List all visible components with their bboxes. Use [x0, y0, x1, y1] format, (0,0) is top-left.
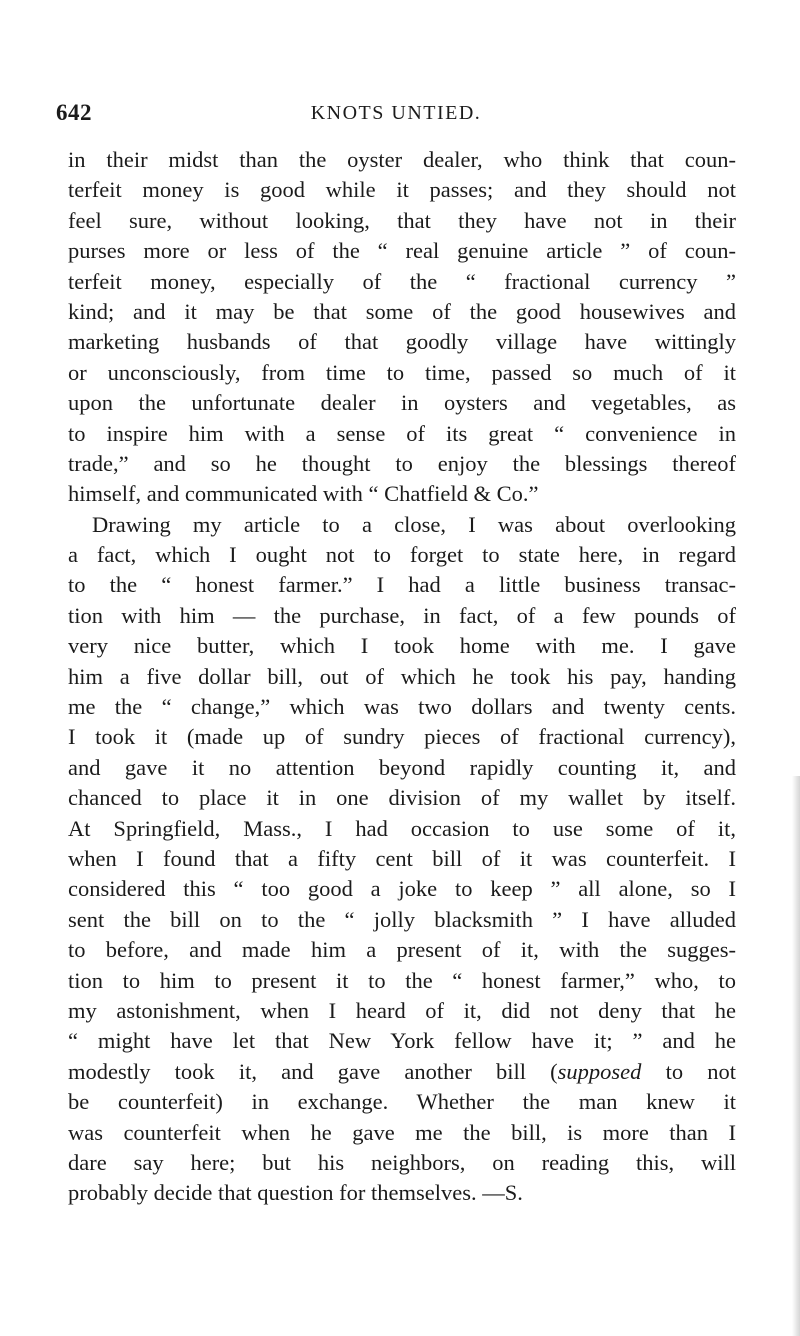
- text-line: to the “ honest farmer.” I had a little business transac-: [68, 572, 736, 598]
- text-line: when I found that a fifty cent bill of it was counterfeit. I: [68, 845, 736, 871]
- text-line: chanced to place it in one division of my wallet by itself.: [68, 785, 736, 811]
- text-line: probably decide that question for themselves. —S.: [68, 1180, 523, 1206]
- text-line: or unconsciously, from time to time, passed so much of it: [68, 359, 736, 385]
- text-line: purses more or less of the “ real genuine article ” of coun-: [68, 238, 736, 264]
- text-line: considered this “ too good a joke to keep ” all alone, so I: [68, 876, 736, 902]
- text-line: be counterfeit) in exchange. Whether the man knew it: [68, 1089, 736, 1115]
- text-line: feel sure, without looking, that they have not in their: [68, 207, 736, 233]
- text-line: trade,” and so he thought to enjoy the blessings thereof: [68, 450, 736, 476]
- text-run: modestly took it, and gave another bill (: [68, 1058, 558, 1084]
- running-title: KNOTS UNTIED.: [310, 102, 482, 124]
- text-line: Drawing my article to a close, I was about overlooking: [92, 511, 736, 537]
- text-line: my astonishment, when I heard of it, did not deny that he: [68, 997, 736, 1023]
- page-number: 642: [56, 100, 92, 125]
- text-line: to before, and made him a present of it, with the sugges-: [68, 937, 736, 963]
- text-line: [68, 1057, 736, 1087]
- text-line: upon the unfortunate dealer in oysters and vegetables, as: [68, 390, 736, 416]
- text-line: “ might have let that New York fellow have it; ” and he: [68, 1028, 736, 1054]
- text-line: terfeit money is good while it passes; and they should not: [68, 177, 736, 203]
- text-line: dare say here; but his neighbors, on reading this, will: [68, 1149, 736, 1175]
- text-line: tion to him to present it to the “ honest farmer,” who, to: [68, 967, 736, 993]
- text-line: was counterfeit when he gave me the bill, is more than I: [68, 1119, 736, 1145]
- italic-emphasis: supposed: [557, 1058, 642, 1084]
- page-header: [56, 100, 736, 132]
- text-line: I took it (made up of sundry pieces of fractional currency),: [68, 724, 736, 750]
- page-edge-shadow: [792, 776, 800, 1336]
- text-line: to inspire him with a sense of its great “ convenience in: [68, 420, 736, 446]
- text-line: very nice butter, which I took home with me. I gave: [68, 633, 736, 659]
- body-text: [68, 145, 736, 1209]
- text-line: him a five dollar bill, out of which he took his pay, handing: [68, 663, 736, 689]
- text-line: At Springfield, Mass., I had occasion to use some of it,: [68, 815, 736, 841]
- text-line: in their midst than the oyster dealer, who think that coun-: [68, 147, 736, 172]
- text-line: terfeit money, especially of the “ fractional currency ”: [68, 268, 736, 294]
- text-line: tion with him — the purchase, in fact, of a few pounds of: [68, 602, 736, 628]
- text-line: a fact, which I ought not to forget to state here, in regard: [68, 542, 736, 568]
- text-line: himself, and communicated with “ Chatfield & Co.”: [68, 481, 539, 507]
- text-run: to not: [641, 1058, 736, 1084]
- text-line: marketing husbands of that goodly village have wittingly: [68, 329, 736, 355]
- text-line: and gave it no attention beyond rapidly counting it, and: [68, 754, 736, 780]
- text-line: me the “ change,” which was two dollars and twenty cents.: [68, 694, 736, 720]
- text-line: sent the bill on to the “ jolly blacksmith ” I have alluded: [68, 906, 736, 932]
- text-line: kind; and it may be that some of the good housewives and: [68, 298, 736, 324]
